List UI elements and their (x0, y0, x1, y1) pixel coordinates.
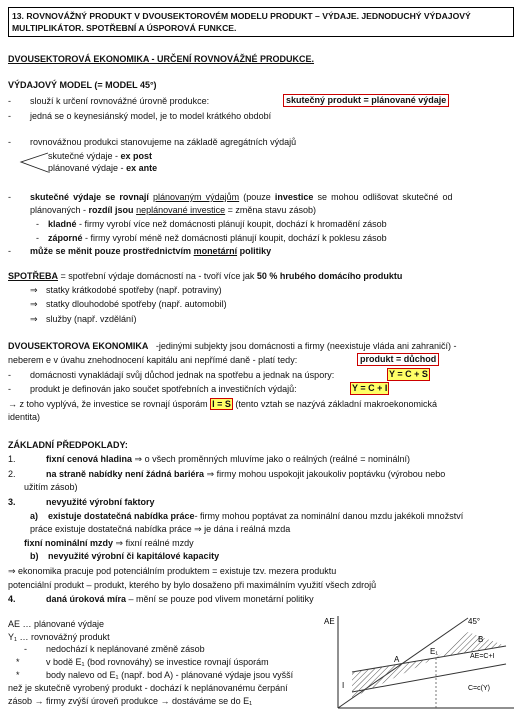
label-a: A (394, 655, 400, 664)
sk-line-2 (30, 205, 316, 216)
sk-line-2-text-2: = změna stavu zásob) (227, 205, 316, 215)
sk-line-3 (48, 219, 387, 230)
label-i: I (342, 681, 345, 690)
zpb-line: nevyužité výrobní či kapitálové kapacity (48, 551, 220, 561)
ae-line-3: nedochází k neplánované změně zásob (46, 644, 205, 654)
sk-line-1-text-2: se mohou odlišovat skutečné od (317, 192, 453, 202)
bullet-dash-icon: - (8, 111, 11, 121)
de-line-5-text-2: (tento vztah se nazývá základní makroekonomická (235, 399, 437, 409)
sk-line-5-bold: může se měnit pouze prostřednictvím (30, 246, 192, 256)
zpa-line (48, 511, 463, 522)
vm-branch-2-text: plánované výdaje - (48, 163, 127, 173)
sk-line-1-text: (pouze (243, 192, 271, 202)
spotreba-item-1: statky krátkodobé spotřeby (např. potraviny) (46, 285, 222, 295)
bullet-dash-icon: - (8, 370, 11, 380)
ae-line-5: body nalevo od E₁ (např. bod A) - plánované výdaje jsou vyšší (46, 670, 294, 680)
vm-line-3: rovnovážnou produkci stanovujeme na základě agregátních výdajů (30, 137, 297, 147)
arrow-icon: ⇒ (30, 314, 38, 324)
ae-line-2: Y₁ … rovnovážný produkt (8, 632, 110, 642)
zpa-3-bold: fixní nominální mzdy (24, 538, 114, 548)
spotreba-item-2: statky dlouhodobé spotřeby (např. automobil) (46, 299, 227, 309)
zp2-number: 2. (8, 469, 16, 479)
label-ae-c-i: AE=C+I (470, 653, 495, 660)
y-c-i-box: Y = C + I (352, 383, 388, 393)
sk-line-4-bold: záporné (48, 233, 83, 243)
de-line-2: neberem e v úvahu znehodnocení kapitálu ani nepřímé daně - platí tedy: (8, 355, 298, 365)
sk-line-1-bold: skutečné výdaje se rovnají (30, 192, 149, 202)
title-line-1: 13. ROVNOVÁŽNÝ PRODUKT V DVOUSEKTOROVÉM MODELU PRODUKT – VÝDAJE. JEDNODUCHÝ VÝDAJOVÝ (12, 11, 471, 21)
zpa-line-2: práce existuje dostatečná nabídka práce ⇒ je dána i reálná mzda (30, 524, 291, 534)
bullet-dash-icon: - (24, 644, 27, 654)
y-c-s-box: Y = C + S (389, 369, 428, 379)
sk-line-5-bold-2: politiky (239, 246, 272, 256)
sk-line-5 (30, 246, 271, 257)
bullet-star-icon: * (16, 657, 20, 667)
vm-equation-box: skutečný produkt = plánované výdaje (283, 94, 449, 107)
zp2-line-2: užitím zásob) (24, 482, 78, 492)
bullet-star-icon: * (16, 670, 20, 680)
ae-line-4: v bodě E₁ (bod rovnováhy) se investice rovnají úsporám (46, 657, 269, 667)
ae-line-6: než je skutečně vyrobený produkt - dochází k neplánovanému čerpání (8, 683, 288, 693)
zp1-number: 1. (8, 454, 16, 464)
zp4-line (46, 594, 314, 605)
zp1-line (46, 454, 410, 465)
vm-branch-1-bold: ex post (120, 151, 153, 161)
de-line-1 (8, 341, 457, 352)
spotreba-text: = spotřební výdaje domácností na - tvoří více jak (60, 271, 255, 281)
hatch-left (352, 658, 436, 698)
sk-line-1-underline: plánovaným výdajům (152, 192, 240, 202)
zpa-text: - firmy mohou poptávat za nominální danou mzdu jakékoli množství (194, 511, 464, 521)
sk-line-2-underline: neplánované investice (136, 205, 226, 215)
bullet-dash-icon: - (8, 137, 11, 147)
label-45: 45° (468, 617, 481, 626)
bullet-dash-icon: - (8, 384, 11, 394)
sk-line-1-bold-2: investice (274, 192, 314, 202)
document-title-box (8, 7, 514, 37)
zp2-line (46, 469, 445, 480)
label-c-cy: C=c(Y) (468, 685, 490, 692)
bullet-dash-icon: - (8, 246, 11, 256)
vm-branch-2-bold: ex ante (126, 163, 158, 173)
zp1-bold: fixní cenová hladina (46, 454, 133, 464)
de-line-5 (8, 399, 437, 410)
label-b: B (478, 635, 484, 644)
spotreba-line-1 (8, 271, 402, 282)
vydajovy-model-heading: VÝDAJOVÝ MODEL (= MODEL 45°) (8, 80, 157, 90)
zpa-line-3 (24, 538, 194, 549)
de-text-1: -jedinými subjekty jsou domácnosti a firmy (neexistuje vláda ani zahraničí) - (155, 341, 457, 351)
sk-line-4-text: - firmy vyrobí méně než domácnosti plánují koupit, dochází k poklesu zásob (85, 233, 387, 243)
sk-line-3-text: - firmy vyrobí více než domácnosti plánují koupit, dochází k hromadění zásob (79, 219, 387, 229)
zp-line-6: potenciální produkt – produkt, kterého by bylo dosaženo při maximálním využití všech zdrojů (8, 580, 377, 590)
bullet-dash-icon: - (36, 219, 39, 229)
zp4-number: 4. (8, 594, 16, 604)
sk-line-4 (48, 233, 387, 244)
spotreba-bold: 50 % hrubého domácího produktu (256, 271, 403, 281)
de-line-5-text: → z toho vyplývá, že investice se rovnají úsporám (8, 399, 208, 409)
vm-branch-1 (48, 151, 152, 162)
zp4-bold: daná úroková míra (46, 594, 127, 604)
vm-branch-2 (48, 163, 157, 174)
sk-line-1 (30, 192, 453, 203)
arrow-icon: ⇒ (30, 285, 38, 295)
branch-icon (18, 150, 50, 176)
vm-line-2: jedná se o keynesiánský model, je to model krátkého období (30, 111, 272, 121)
spotreba-heading: SPOTŘEBA (8, 271, 59, 281)
zp2-text: ⇒ firmy mohou uspokojit jakoukoliv poptávku (výrobou nebo (206, 469, 446, 479)
bullet-dash-icon: - (8, 192, 11, 202)
zpb-letter: b) (30, 551, 39, 561)
sk-line-2-text: plánovaných - (30, 205, 89, 215)
zpa-bold: existuje dostatečná nabídka práce (48, 511, 195, 521)
produkt-duchod-box: produkt = důchod (357, 353, 439, 366)
vm-branch-1-text: skutečné výdaje - (48, 151, 121, 161)
section-heading: DVOUSEKTOROVÁ EKONOMIKA - URČENÍ ROVNOVÁŽNÉ PRODUKCE. (8, 54, 315, 64)
bullet-dash-icon: - (36, 233, 39, 243)
predpoklady-heading: ZÁKLADNÍ PŘEDPOKLADY: (8, 440, 128, 450)
de-line-6: identita) (8, 412, 41, 422)
ae-axis-label: AE (324, 617, 335, 626)
zpa-3-text: ⇒ fixní reálné mzdy (115, 538, 194, 548)
ae-diagram (318, 612, 516, 712)
label-e1: E₁ (430, 647, 439, 656)
de-line-4: produkt je definován jako součet spotřebních a investičních výdajů: (30, 384, 297, 394)
zp3-line: nevyužité výrobní faktory (46, 497, 155, 507)
vm-line-1: slouží k určení rovnovážné úrovně produkce: (30, 96, 210, 106)
zp1-text: ⇒ o všech proměnných mluvíme jako o reálných (reálné = nominální) (134, 454, 410, 464)
zp4-text: – mění se pouze pod vlivem monetární politiky (128, 594, 314, 604)
bullet-dash-icon: - (8, 96, 11, 106)
title-line-2: MULTIPLIKÁTOR. SPOTŘEBNÍ A ÚSPOROVÁ FUNKCE. (12, 23, 237, 33)
zp-line-5: ⇒ ekonomika pracuje pod potenciálním produktem = existuje tzv. mezera produktu (8, 566, 337, 576)
spotreba-item-3: služby (např. vzdělání) (46, 314, 137, 324)
i-s-box: I = S (212, 399, 231, 409)
ae-line-7: zásob → firmy zvýší úroveň produkce → dostáváme se do E₁ (8, 696, 253, 706)
sk-line-2-bold: rozdíl jsou (88, 205, 134, 215)
sk-line-5-underline: monetární (193, 246, 238, 256)
sk-line-3-bold: kladné (48, 219, 77, 229)
zpa-letter: a) (30, 511, 39, 521)
arrow-icon: ⇒ (30, 299, 38, 309)
de-line-3: domácnosti vynakládají svůj důchod jednak na spotřebu a jednak na úspory: (30, 370, 335, 380)
de-heading: DVOUSEKTOROVA EKONOMIKA (8, 341, 149, 351)
zp2-bold: na straně nabídky není žádná bariéra (46, 469, 205, 479)
ae-line-1: AE … plánované výdaje (8, 619, 105, 629)
zp3-number: 3. (8, 497, 16, 507)
